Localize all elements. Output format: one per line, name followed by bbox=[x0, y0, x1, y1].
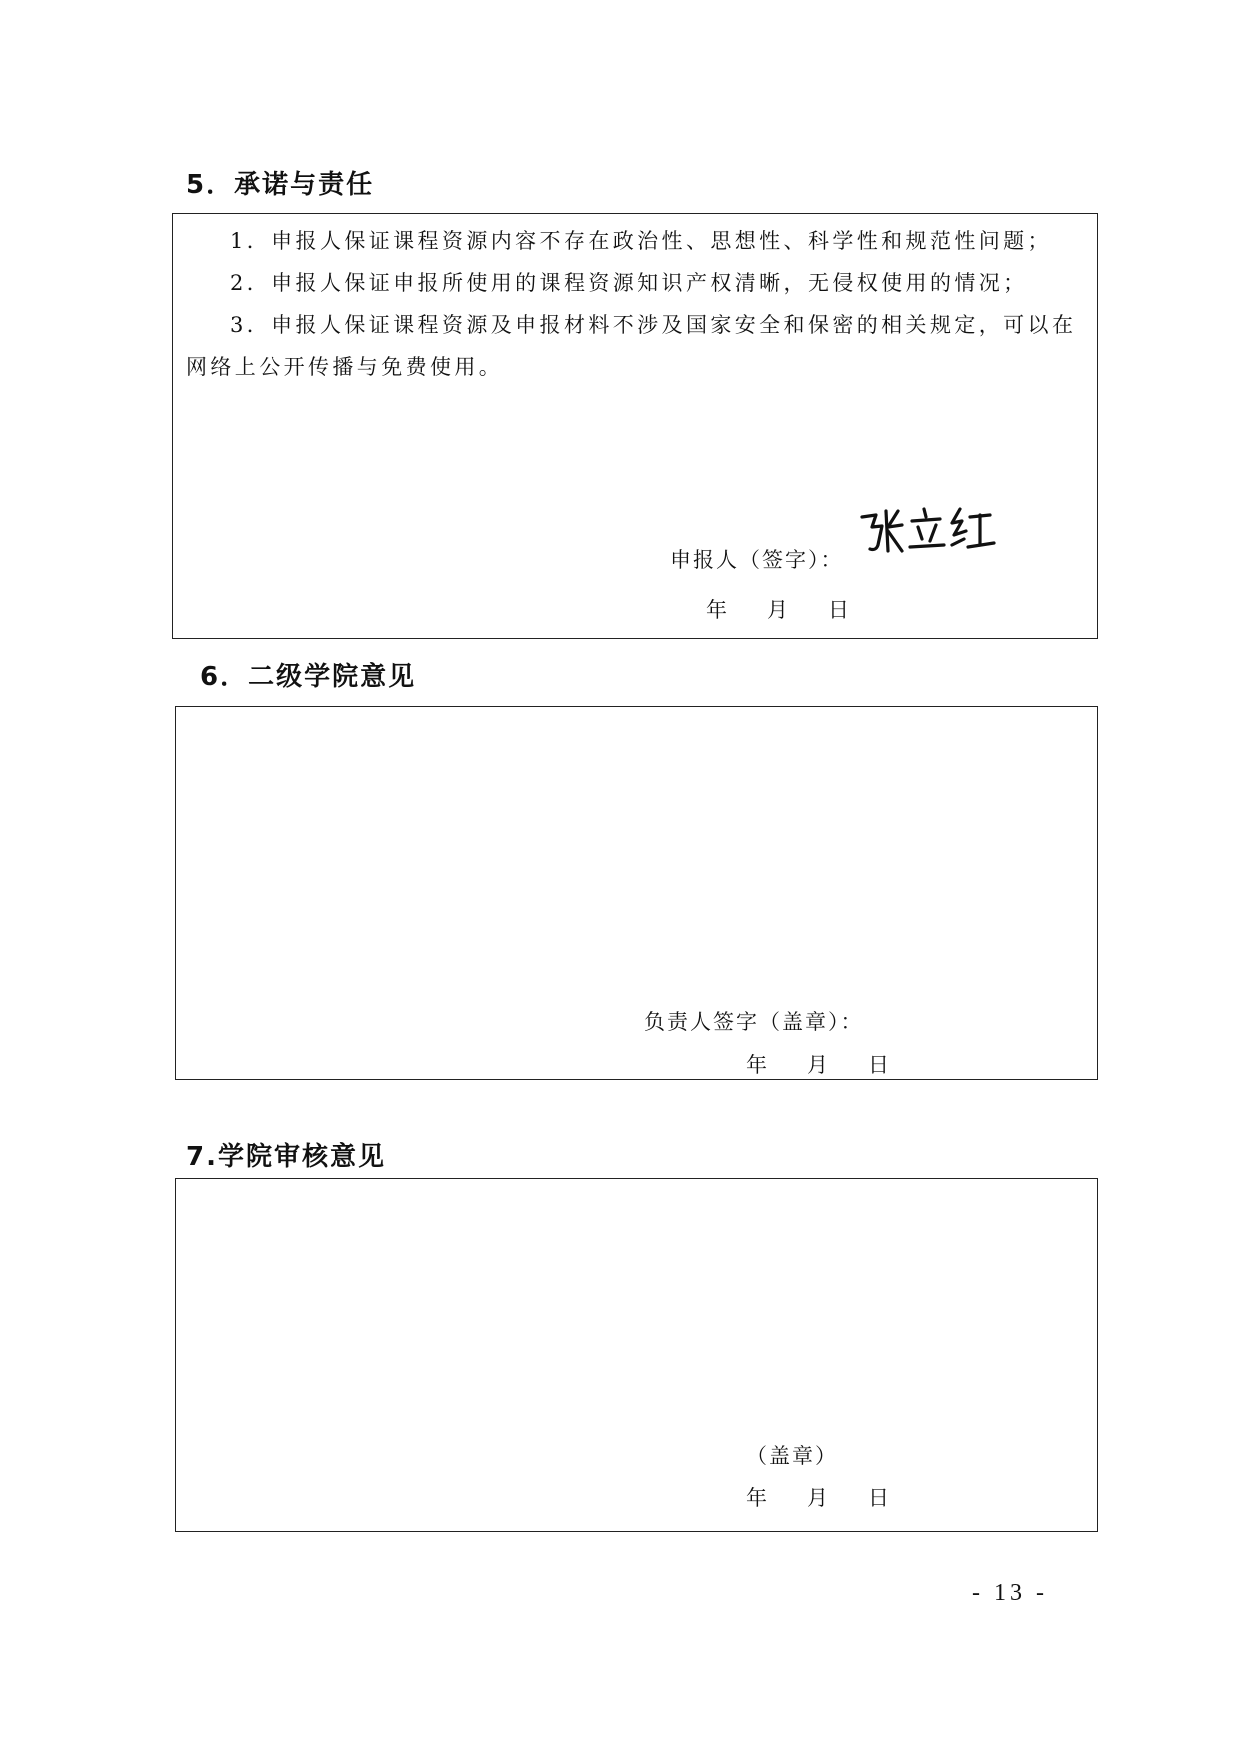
page-number: - 13 - bbox=[972, 1580, 1048, 1606]
section-6-date bbox=[746, 1049, 891, 1079]
year-label: 年 bbox=[746, 1486, 769, 1510]
commitment-item-2: 2．申报人保证申报所使用的课程资源知识产权清晰，无侵权使用的情况； bbox=[230, 271, 1028, 295]
applicant-signature-label: 申报人（签字）： bbox=[670, 548, 844, 572]
applicant-handwritten-signature bbox=[858, 505, 998, 565]
commitment-item-3: 3．申报人保证课程资源及申报材料不涉及国家安全和保密的相关规定，可以在 bbox=[230, 313, 1077, 337]
commitment-item-3-continued: 网络上公开传播与免费使用。 bbox=[186, 355, 504, 379]
commitment-item-1: 1．申报人保证课程资源内容不存在政治性、思想性、科学性和规范性问题； bbox=[230, 229, 1052, 253]
year-label: 年 bbox=[706, 598, 729, 622]
day-label: 日 bbox=[868, 1486, 891, 1510]
month-label: 月 bbox=[807, 1486, 830, 1510]
month-label: 月 bbox=[767, 598, 790, 622]
department-opinion-box bbox=[175, 706, 1098, 1080]
section-5-heading: 5．承诺与责任 bbox=[186, 170, 375, 200]
month-label: 月 bbox=[807, 1053, 830, 1077]
section-7-heading: 7.学院审核意见 bbox=[186, 1142, 386, 1172]
section-5-date bbox=[706, 594, 851, 624]
year-label: 年 bbox=[746, 1053, 769, 1077]
day-label: 日 bbox=[828, 598, 851, 622]
college-seal-label: （盖章） bbox=[746, 1444, 838, 1468]
department-signature-label: 负责人签字（盖章）： bbox=[644, 1010, 864, 1034]
section-6-heading: 6．二级学院意见 bbox=[200, 662, 417, 692]
day-label: 日 bbox=[868, 1053, 891, 1077]
college-review-box bbox=[175, 1178, 1098, 1532]
section-7-date bbox=[746, 1482, 891, 1512]
